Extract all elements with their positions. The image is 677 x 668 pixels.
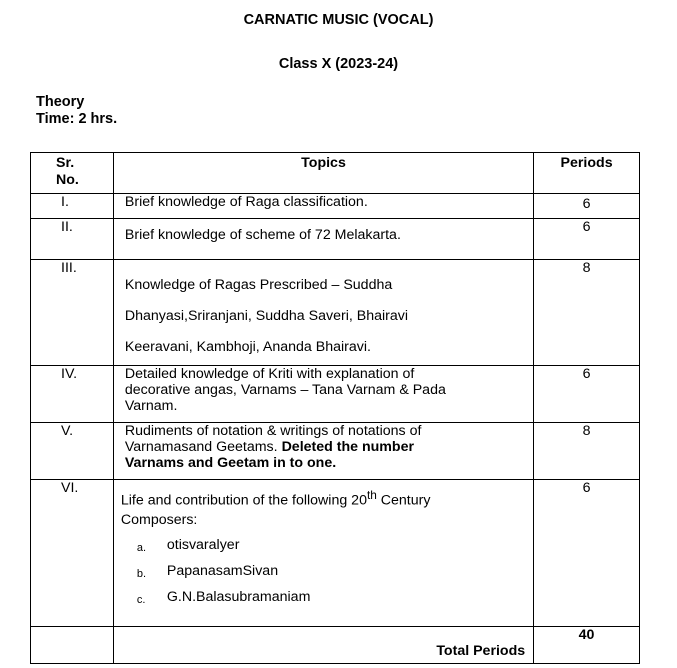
total-label: Total Periods	[113, 627, 533, 664]
header-sr-line2: No.	[56, 172, 79, 188]
topic-line: Varnam.	[124, 398, 178, 414]
topic-line: Knowledge of Ragas Prescribed – Suddha	[124, 277, 393, 293]
row-sr: VI.	[31, 480, 114, 627]
topic-post: Century	[376, 492, 431, 509]
header-topics: Topics	[113, 153, 533, 194]
table-row	[31, 366, 640, 423]
row-topic	[113, 480, 533, 627]
document-title: CARNATIC MUSIC (VOCAL)	[243, 12, 434, 28]
composer-label: a.	[136, 541, 147, 554]
topic-line: Keeravani, Kambhoji, Ananda Bhairavi.	[124, 339, 371, 355]
topic-line	[121, 486, 533, 511]
row-periods: 6	[534, 480, 640, 627]
row-periods: 6	[534, 219, 640, 260]
header-sr-line1: Sr.	[56, 155, 75, 171]
header-sr-no	[31, 153, 114, 194]
composer-item	[121, 562, 533, 581]
table-header-row	[31, 153, 640, 194]
topic-line: Composers:	[120, 511, 198, 528]
row-sr: II.	[31, 219, 114, 260]
row-sr: III.	[31, 260, 114, 366]
deleted-note-cont: Varnams and Geetam in to one.	[124, 455, 337, 471]
syllabus-table	[30, 152, 640, 664]
composer-label: c.	[136, 593, 146, 606]
deleted-note: Deleted the number	[281, 439, 415, 455]
table-row	[31, 260, 640, 366]
topic-line-text: Varnamasand Geetams.	[124, 439, 278, 455]
topic-line: Dhanyasi,Sriranjani, Suddha Saveri, Bhairavi	[124, 308, 408, 324]
topic-line: decorative angas, Varnams – Tana Varnam & Pada	[124, 382, 446, 398]
composer-name: G.N.Balasubramaniam	[166, 588, 311, 605]
total-row	[31, 627, 640, 664]
row-sr: IV.	[31, 366, 114, 423]
row-periods: 8	[534, 260, 640, 366]
topic-line: Rudiments of notation & writings of notations of	[124, 423, 422, 439]
composer-name: PapanasamSivan	[166, 562, 279, 579]
row-periods: 6	[534, 194, 640, 219]
header-periods: Periods	[534, 153, 640, 194]
row-periods: 8	[534, 423, 640, 480]
time-label: Time: 2 hrs.	[36, 111, 118, 127]
topic-sup: th	[366, 488, 377, 502]
topic-line: Detailed knowledge of Kriti with explanation of	[124, 366, 415, 382]
row-sr: I.	[31, 194, 114, 219]
total-value: 40	[534, 627, 640, 664]
table-row	[31, 219, 640, 260]
theory-label: Theory	[36, 94, 85, 110]
table-row	[31, 194, 640, 219]
total-empty-cell	[31, 627, 114, 664]
topic-line	[125, 439, 533, 455]
row-topic	[113, 366, 533, 423]
row-topic	[113, 423, 533, 480]
composer-item	[121, 536, 533, 555]
row-periods: 6	[534, 366, 640, 423]
composer-label: b.	[136, 567, 147, 580]
row-topic: Brief knowledge of scheme of 72 Melakarta.	[113, 219, 533, 260]
class-line: Class X (2023-24)	[278, 56, 399, 72]
composer-name: otisvaralyer	[166, 536, 240, 553]
table-row	[31, 423, 640, 480]
topic-pre: Life and contribution of the following 20	[120, 492, 367, 509]
table-row	[31, 480, 640, 627]
row-sr: V.	[31, 423, 114, 480]
row-topic: Brief knowledge of Raga classification.	[113, 194, 533, 219]
composer-item	[121, 588, 533, 607]
row-topic	[113, 260, 533, 366]
